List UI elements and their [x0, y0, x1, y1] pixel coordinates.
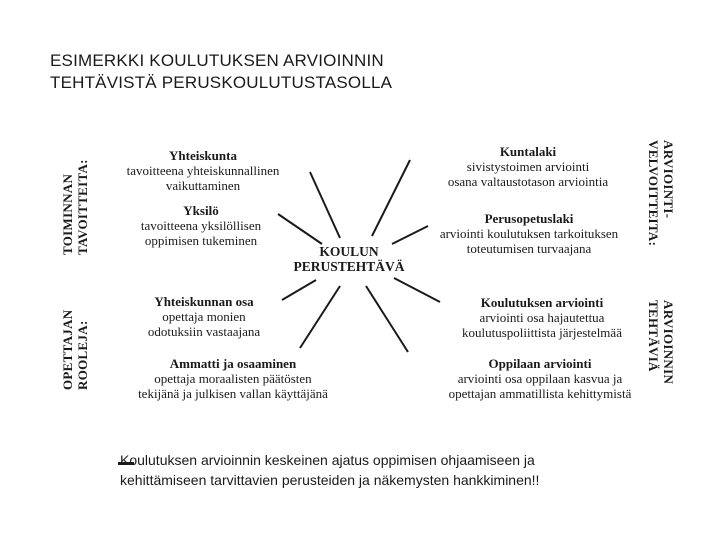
footer-text — [120, 450, 680, 490]
node-yksilo — [128, 203, 274, 248]
label-line: TAVOITTEITA: — [75, 159, 90, 255]
node-perusopetuslaki — [418, 211, 640, 256]
node-line: sivistystoimen arviointi — [466, 159, 590, 174]
node-line: tavoitteena yhteiskunnallinen — [126, 163, 280, 178]
node-ammatti — [110, 356, 356, 401]
node-heading: Yhteiskunta — [169, 148, 237, 163]
node-heading: Yhteiskunnan osa — [154, 294, 254, 309]
center-line-2: PERUSTEHTÄVÄ — [293, 259, 405, 274]
node-line: tekijänä ja julkisen vallan käyttäjänä — [138, 386, 328, 401]
node-line: oppimisen tukeminen — [144, 233, 258, 248]
node-line: vaikuttaminen — [165, 178, 241, 193]
label-line: OPETTAJAN — [60, 309, 75, 390]
label-line: VELVOITTEITA: — [646, 140, 661, 247]
node-yhteiskunta — [112, 148, 294, 193]
node-kuntalaki — [418, 144, 638, 189]
label-line: ARVIOINNIN — [661, 300, 676, 385]
footer-line-2: kehittämiseen tarvittavien perusteiden ja näkemysten hankkiminen!! — [120, 472, 540, 488]
label-line: ROOLEJA: — [75, 320, 90, 390]
line-yhteiskunnan-osa — [282, 280, 316, 300]
center-node — [280, 244, 418, 274]
node-oppilaan-arviointi — [420, 356, 660, 401]
node-heading: Yksilö — [183, 203, 219, 218]
node-heading: Oppilaan arviointi — [488, 356, 592, 371]
node-koulutuksen-arviointi — [436, 295, 648, 340]
line-ammatti — [300, 286, 340, 348]
line-koulutuksen-arviointi — [394, 278, 440, 302]
node-heading: Kuntalaki — [499, 144, 557, 159]
node-heading: Koulutuksen arviointi — [480, 295, 604, 310]
line-oppilaan-arviointi — [366, 286, 408, 352]
center-line-1: KOULUN — [319, 244, 379, 259]
node-line: osana valtaustotason arviointia — [447, 174, 609, 189]
node-line: toteutumisen turvaajana — [466, 241, 592, 256]
title-line-2: TEHTÄVISTÄ PERUSKOULUTUSTASOLLA — [50, 73, 393, 92]
node-line: opettaja monien — [162, 309, 246, 324]
label-line: TOIMINNAN — [60, 173, 75, 255]
node-line: arviointi koulutuksen tarkoituksen — [439, 226, 619, 241]
footer-line-1: Koulutuksen arvioinnin keskeinen ajatus oppimisen ohjaamiseen ja — [120, 452, 535, 468]
line-yksilo — [278, 214, 322, 244]
node-line: arviointi osa oppilaan kasvua ja — [457, 371, 623, 386]
label-line: ARVIOINTI- — [661, 140, 676, 219]
node-heading: Perusopetuslaki — [484, 211, 574, 226]
node-line: odotuksiin vastaajana — [147, 324, 261, 339]
title-line-1: ESIMERKKI KOULUTUKSEN ARVIOINNIN — [50, 51, 384, 70]
node-line: opettajan ammatillista kehittymistä — [448, 386, 632, 401]
line-kuntalaki — [372, 160, 410, 236]
line-yhteiskunta — [310, 172, 340, 238]
label-line: TEHTÄVIÄ — [646, 300, 661, 372]
node-line: opettaja moraalisten päätösten — [154, 371, 312, 386]
node-line: koulutuspoliittista järjestelmää — [462, 325, 622, 340]
node-line: arviointi osa hajautettua — [479, 310, 605, 325]
node-heading: Ammatti ja osaaminen — [169, 356, 297, 371]
node-yhteiskunnan-osa — [134, 294, 274, 339]
node-line: tavoitteena yksilöllisen — [140, 218, 262, 233]
